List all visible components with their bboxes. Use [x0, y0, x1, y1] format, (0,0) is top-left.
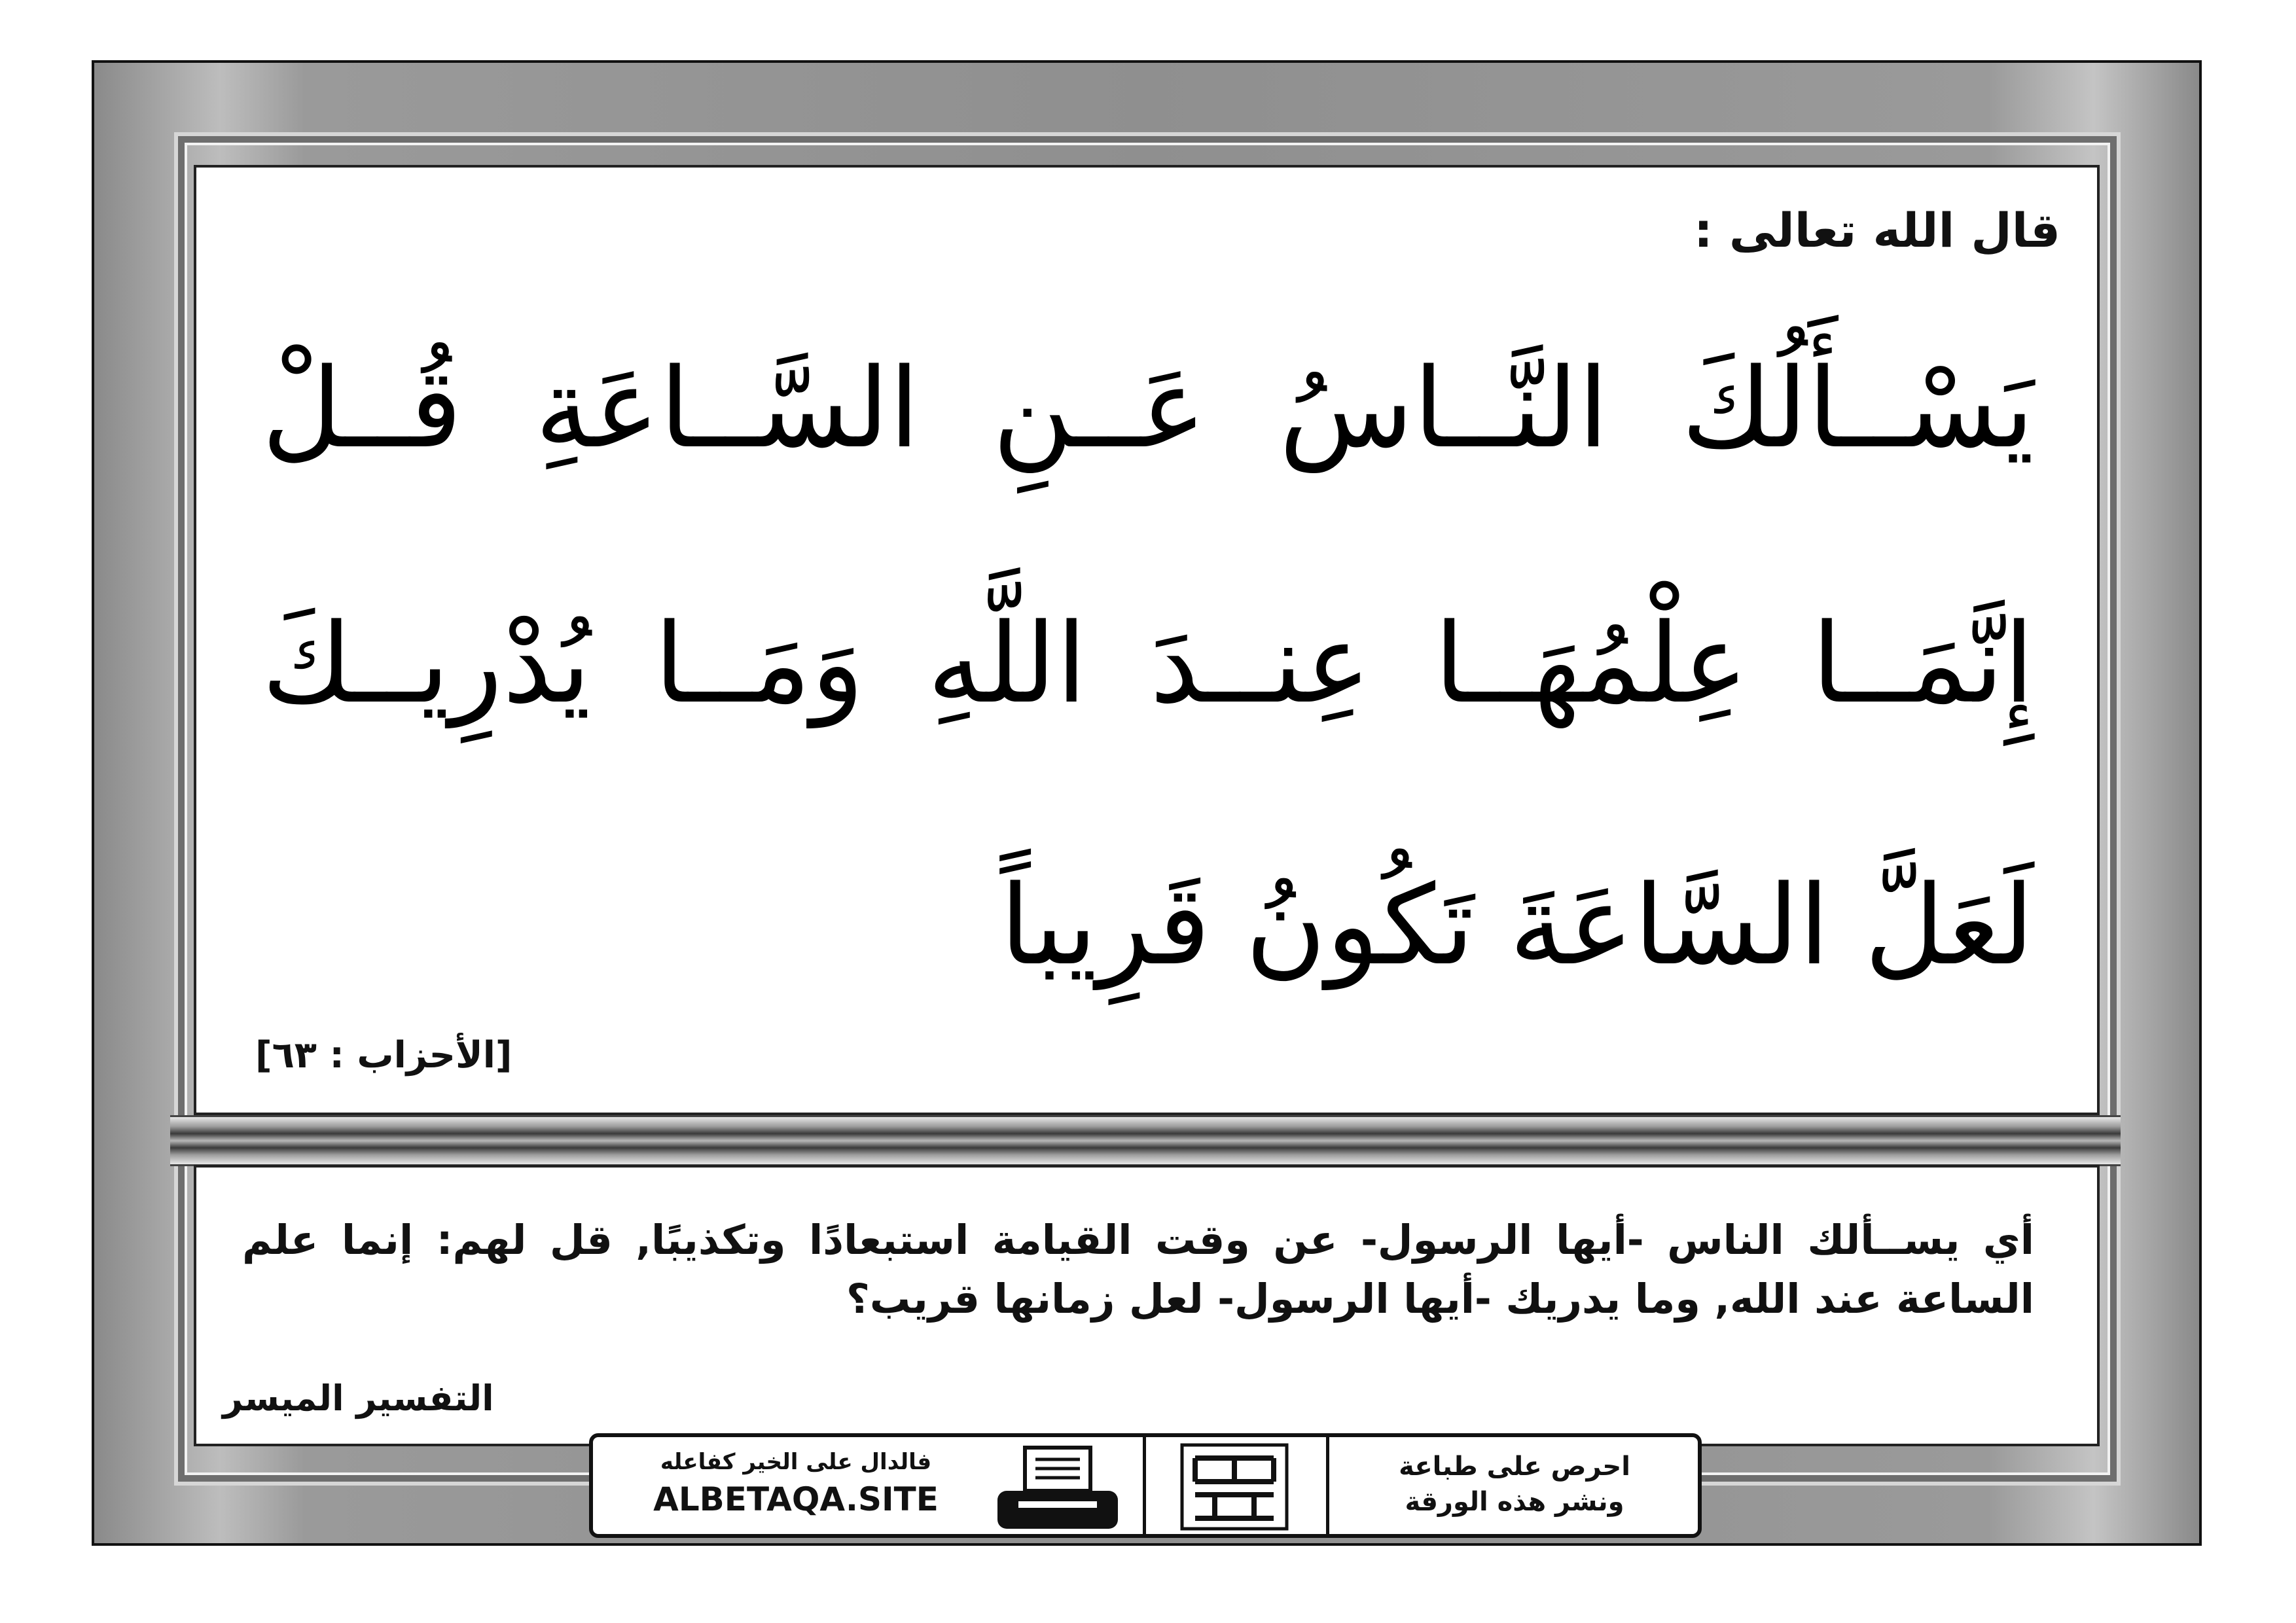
- print-note-line-2: ونشر هذه الورقة: [1405, 1487, 1624, 1517]
- site-link[interactable]: ALBETAQA.SITE: [653, 1480, 939, 1518]
- footer-divider-right: [1326, 1437, 1329, 1534]
- verse-reference: [الأحزاب : ٦٣]: [255, 1034, 512, 1077]
- tafsir-source: التفسير الميسر: [223, 1378, 494, 1419]
- verse-line-1: يَسْــأَلُكَ النَّــاسُ عَــنِ السَّــاعَةِ قُــلْ: [262, 344, 2034, 473]
- footer-banner: [589, 1433, 1702, 1538]
- dawah-logo: [1169, 1442, 1300, 1531]
- footer-motto: فالدال على الخير كفاعله: [660, 1449, 932, 1475]
- intro-label: قال الله تعالى :: [1693, 203, 2060, 258]
- verse-line-2: إِنَّمَــا عِلْمُهَــا عِنــدَ اللَّهِ وَمَــا يُدْرِيــكَ: [262, 599, 2034, 728]
- footer-site-block: [613, 1449, 979, 1518]
- footer-print-note: [1357, 1449, 1672, 1520]
- tafsir-text: أي يســألك الناس -أيها الرسول- عن وقت القيامة استبعادًا وتكذيبًا, قل لهم: إنما علم الساعة عند الله, وما يدريك -أيها الرسول- لعل زمانها قريب؟: [242, 1216, 2034, 1323]
- footer-divider-left: [1143, 1437, 1146, 1534]
- printer-icon: [992, 1444, 1123, 1533]
- print-note-line-1: احرص على طباعة: [1399, 1452, 1630, 1482]
- separator-bar: [170, 1115, 2121, 1166]
- verse-line-3: لَعَلَّ السَّاعَةَ تَكُونُ قَرِيباً: [999, 861, 2034, 990]
